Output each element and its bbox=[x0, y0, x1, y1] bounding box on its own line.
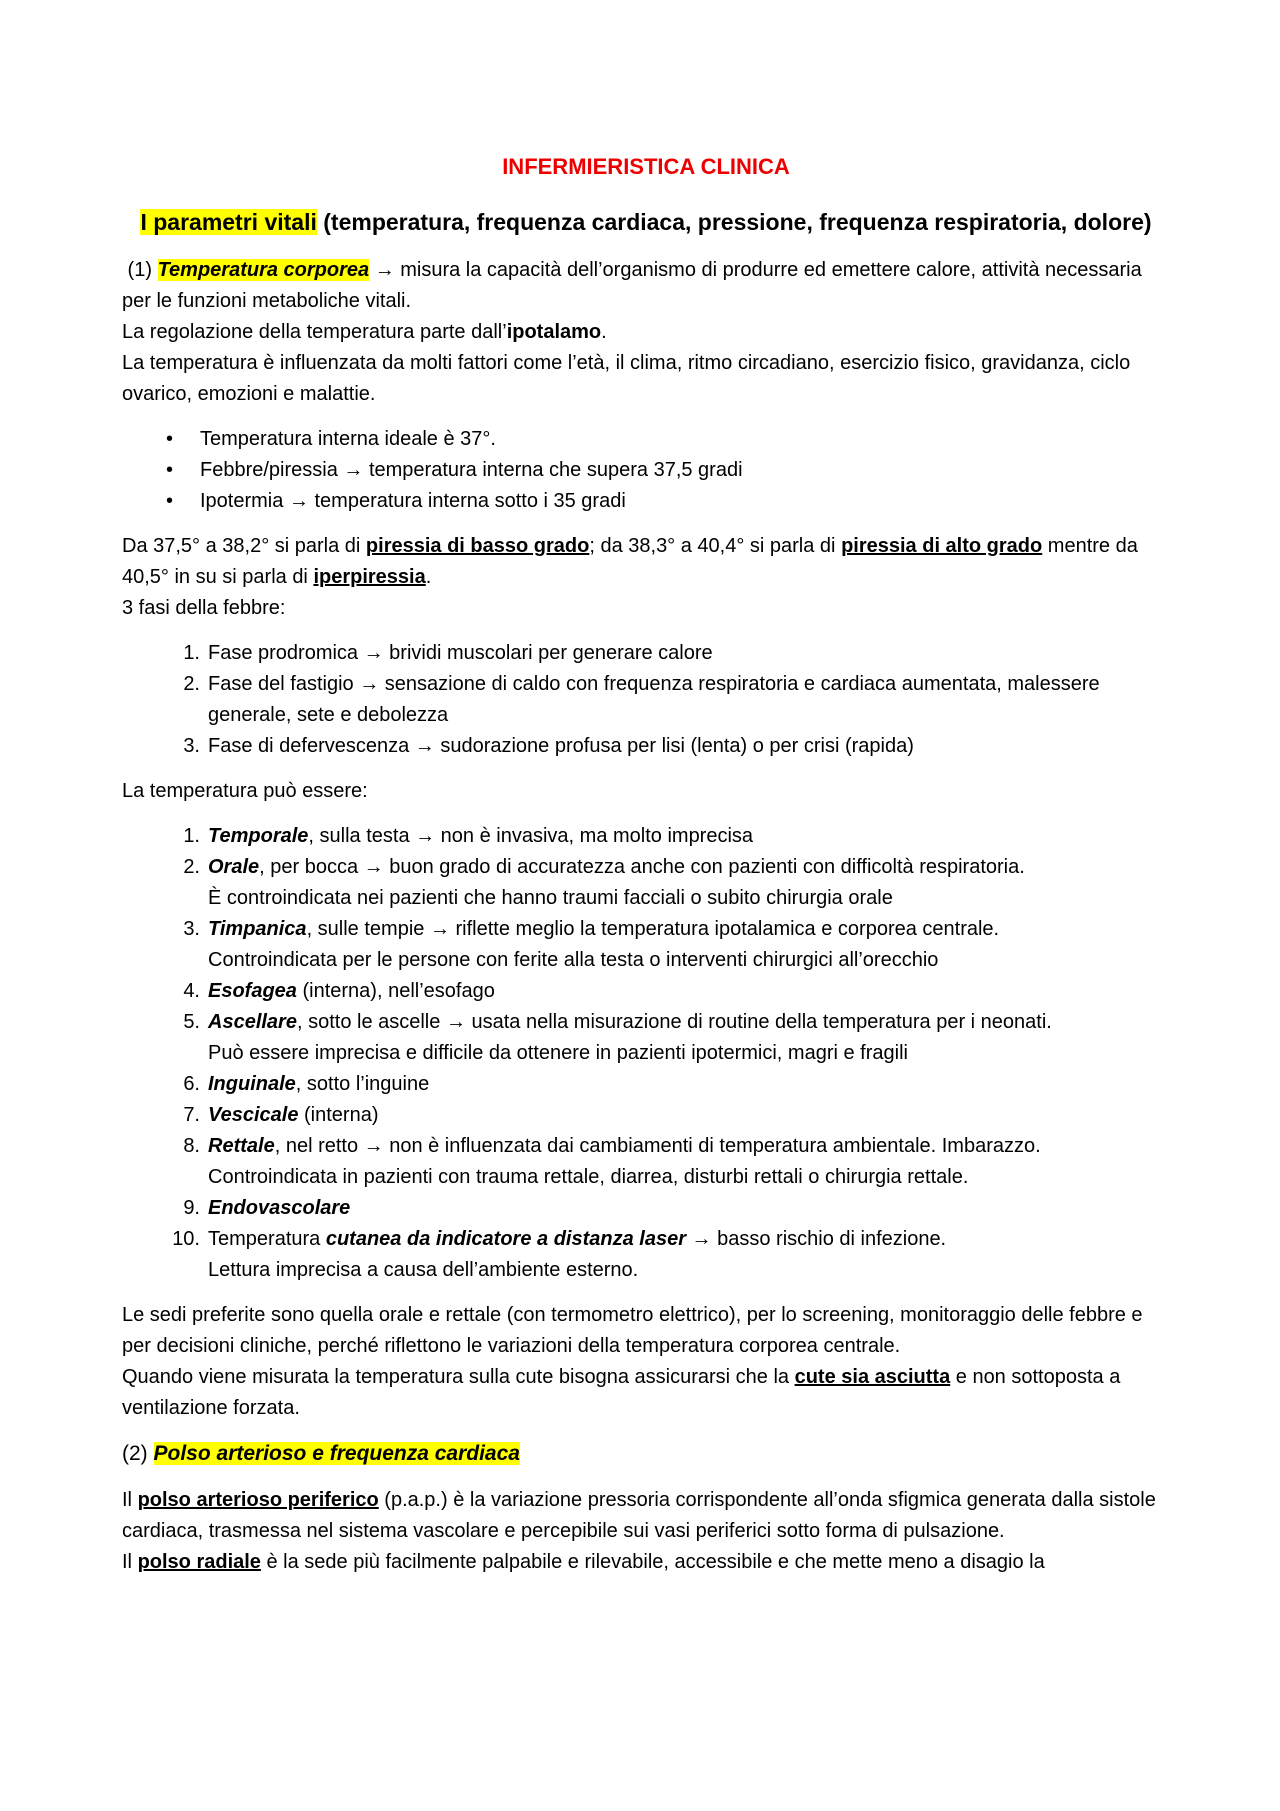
grades-text: mentre da 40,5° in su si parla di bbox=[122, 535, 1138, 588]
phase-name: Fase del fastigio bbox=[208, 673, 360, 695]
regulation-end: . bbox=[601, 321, 607, 343]
peripheral-pulse-term: polso arterioso periferico bbox=[137, 1489, 379, 1511]
site-name: Endovascolare bbox=[208, 1197, 351, 1219]
site-location: (interna), nell’esofago bbox=[296, 980, 495, 1002]
list-item bbox=[122, 852, 1170, 914]
arrow-icon: → bbox=[363, 642, 384, 664]
high-grade-term: piressia di alto grado bbox=[841, 535, 1043, 557]
fever-phases-list bbox=[122, 638, 1170, 762]
pulse-text: (p.a.p.) è la variazione pressoria corrispondente all’onda sfigmica generata dalla sistole cardiaca, trasmessa nel sistema vascolare e percepibile sui vasi periferici sotto forma di pulsazione. bbox=[122, 1489, 1156, 1542]
regulation-line bbox=[122, 317, 1170, 348]
item-number: 2. bbox=[183, 673, 200, 695]
item-number: 1. bbox=[183, 825, 200, 847]
radial-pulse-paragraph bbox=[122, 1547, 1170, 1578]
item-number: 7. bbox=[183, 1104, 200, 1126]
bullet-icon: • bbox=[166, 428, 174, 450]
bullet-icon: • bbox=[166, 490, 174, 512]
list-item bbox=[122, 638, 1170, 669]
arrow-icon: → bbox=[363, 856, 384, 878]
site-name: Rettale bbox=[208, 1135, 275, 1157]
arrow-icon: → bbox=[691, 1228, 712, 1250]
site-name: cutanea da indicatore a distanza laser bbox=[325, 1228, 686, 1250]
list-item bbox=[122, 731, 1170, 762]
list-item bbox=[122, 1100, 1170, 1131]
regulation-text: La regolazione della temperatura parte dall’ bbox=[122, 321, 507, 343]
site-location: Temperatura bbox=[208, 1228, 326, 1250]
pulse-heading-line bbox=[122, 1438, 1170, 1469]
temperature-intro bbox=[122, 255, 1170, 317]
site-name: Vescicale bbox=[208, 1104, 299, 1126]
measurement-sites-list bbox=[122, 821, 1170, 1286]
item-number: 1. bbox=[183, 642, 200, 664]
site-location: , nel retto bbox=[274, 1135, 364, 1157]
dry-skin-term: cute sia asciutta bbox=[794, 1366, 951, 1388]
site-location: , per bocca bbox=[259, 856, 364, 878]
site-desc: riflette meglio la temperatura ipotalamica e corporea centrale. bbox=[449, 918, 1000, 940]
bullet-text: Febbre/piressia bbox=[200, 459, 344, 481]
temperature-bullets bbox=[122, 424, 1170, 517]
temperature-heading: Temperatura corporea bbox=[157, 259, 370, 281]
list-item bbox=[122, 1069, 1170, 1100]
hyperpyrexia-term: iperpiressia bbox=[313, 566, 426, 588]
site-note: È controindicata nei pazienti che hanno traumi facciali o subito chirurgia orale bbox=[208, 887, 893, 909]
arrow-icon: → bbox=[374, 259, 395, 281]
factors-paragraph: La temperatura è influenzata da molti fattori come l’età, il clima, ritmo circadiano, esercizio fisico, gravidanza, ciclo ovarico, emozioni e malattie. bbox=[122, 352, 1131, 405]
grades-text: ; da 38,3° a 40,4° si parla di bbox=[589, 535, 842, 557]
item-number: 8. bbox=[183, 1135, 200, 1157]
temperature-intro-text: misura la capacità dell’organismo di produrre ed emettere calore, attività necessaria per le funzioni metaboliche vitali. bbox=[122, 259, 1142, 312]
arrow-icon: → bbox=[359, 673, 380, 695]
site-desc: non è invasiva, ma molto imprecisa bbox=[435, 825, 754, 847]
bullet-text: Temperatura interna ideale è 37°. bbox=[200, 428, 496, 450]
list-item bbox=[122, 914, 1170, 976]
item-number: 4. bbox=[183, 980, 200, 1002]
phase-name: Fase prodromica bbox=[208, 642, 364, 664]
arrow-icon: → bbox=[414, 735, 435, 757]
radial-pulse-term: polso radiale bbox=[137, 1551, 261, 1573]
grades-text: Da 37,5° a 38,2° si parla di bbox=[122, 535, 366, 557]
site-location: , sotto le ascelle bbox=[296, 1011, 446, 1033]
phase-desc: sensazione di caldo con frequenza respiratoria e cardiaca aumentata, malessere generale, sete e debolezza bbox=[208, 673, 1100, 726]
pulse-text: è la sede più facilmente palpabile e rilevabile, accessibile e che mette meno a disagio la bbox=[260, 1551, 1045, 1573]
hypothalamus-term: ipotalamo bbox=[506, 321, 602, 343]
item-number: 5. bbox=[183, 1011, 200, 1033]
list-item bbox=[122, 424, 1170, 455]
section-number: (1) bbox=[122, 259, 158, 281]
sites-intro: La temperatura può essere: bbox=[122, 780, 368, 802]
bullet-text: temperatura interna sotto i 35 gradi bbox=[308, 490, 626, 512]
skin-text: e non sottoposta a ventilazione forzata. bbox=[122, 1366, 1121, 1419]
arrow-icon: → bbox=[288, 490, 309, 512]
site-location: , sulle tempie bbox=[306, 918, 430, 940]
skin-text: Quando viene misurata la temperatura sulla cute bisogna assicurarsi che la bbox=[122, 1366, 795, 1388]
site-note: Controindicata in pazienti con trauma rettale, diarrea, disturbi rettali o chirurgia rettale. bbox=[208, 1166, 969, 1188]
subtitle-highlight: I parametri vitali bbox=[140, 209, 317, 235]
phases-intro: 3 fasi della febbre: bbox=[122, 597, 286, 619]
list-item bbox=[122, 486, 1170, 517]
site-name: Orale bbox=[208, 856, 260, 878]
site-location: , sotto l’inguine bbox=[295, 1073, 430, 1095]
site-name: Inguinale bbox=[208, 1073, 296, 1095]
item-number: 3. bbox=[183, 735, 200, 757]
document-title: INFERMIERISTICA CLINICA bbox=[502, 154, 790, 179]
arrow-icon: → bbox=[429, 918, 450, 940]
list-item bbox=[122, 1007, 1170, 1069]
site-desc: usata nella misurazione di routine della temperatura per i neonati. bbox=[465, 1011, 1052, 1033]
pulse-heading: Polso arterioso e frequenza cardiaca bbox=[153, 1442, 520, 1465]
section-number: (2) bbox=[122, 1442, 154, 1465]
pulse-definition-paragraph bbox=[122, 1485, 1170, 1547]
site-name: Ascellare bbox=[208, 1011, 297, 1033]
arrow-icon: → bbox=[363, 1135, 384, 1157]
subtitle-rest: (temperatura, frequenza cardiaca, pressione, frequenza respiratoria, dolore) bbox=[316, 209, 1152, 235]
phase-desc: sudorazione profusa per lisi (lenta) o per crisi (rapida) bbox=[434, 735, 914, 757]
phase-desc: brividi muscolari per generare calore bbox=[383, 642, 713, 664]
arrow-icon: → bbox=[343, 459, 364, 481]
site-location: (interna) bbox=[298, 1104, 379, 1126]
site-desc: basso rischio di infezione. bbox=[711, 1228, 947, 1250]
document-subtitle bbox=[122, 204, 1170, 241]
bullet-text: temperatura interna che supera 37,5 gradi bbox=[363, 459, 743, 481]
list-item bbox=[122, 1224, 1170, 1286]
item-number: 10. bbox=[172, 1228, 200, 1250]
site-note: Controindicata per le persone con ferite alla testa o interventi chirurgici all’orecchio bbox=[208, 949, 939, 971]
fever-grades-paragraph bbox=[122, 531, 1170, 593]
site-name: Esofagea bbox=[208, 980, 297, 1002]
arrow-icon: → bbox=[445, 1011, 466, 1033]
item-number: 9. bbox=[183, 1197, 200, 1219]
list-item bbox=[122, 976, 1170, 1007]
pulse-text: Il bbox=[122, 1489, 138, 1511]
item-number: 6. bbox=[183, 1073, 200, 1095]
site-location: , sulla testa bbox=[308, 825, 416, 847]
item-number: 3. bbox=[183, 918, 200, 940]
site-desc: buon grado di accuratezza anche con pazienti con difficoltà respiratoria. bbox=[383, 856, 1025, 878]
preferred-sites-paragraph: Le sedi preferite sono quella orale e rettale (con termometro elettrico), per lo screening, monitoraggio delle febbre e per decisioni cliniche, perché riflettono le variazioni della temperatura corporea centrale. bbox=[122, 1304, 1143, 1357]
phase-name: Fase di defervescenza bbox=[208, 735, 415, 757]
arrow-icon: → bbox=[415, 825, 436, 847]
pulse-text: Il bbox=[122, 1551, 138, 1573]
site-desc: non è influenzata dai cambiamenti di temperatura ambientale. Imbarazzo. bbox=[383, 1135, 1041, 1157]
grades-text: . bbox=[425, 566, 432, 588]
list-item bbox=[122, 669, 1170, 731]
low-grade-term: piressia di basso grado bbox=[365, 535, 590, 557]
list-item bbox=[122, 1131, 1170, 1193]
item-number: 2. bbox=[183, 856, 200, 878]
site-name: Temporale bbox=[208, 825, 309, 847]
skin-paragraph bbox=[122, 1362, 1170, 1424]
bullet-text: Ipotermia bbox=[200, 490, 289, 512]
site-name: Timpanica bbox=[208, 918, 307, 940]
list-item bbox=[122, 1193, 1170, 1224]
site-note: Lettura imprecisa a causa dell’ambiente esterno. bbox=[208, 1259, 639, 1281]
list-item bbox=[122, 821, 1170, 852]
list-item bbox=[122, 455, 1170, 486]
bullet-icon: • bbox=[166, 459, 174, 481]
site-note: Può essere imprecisa e difficile da ottenere in pazienti ipotermici, magri e fragili bbox=[208, 1042, 908, 1064]
